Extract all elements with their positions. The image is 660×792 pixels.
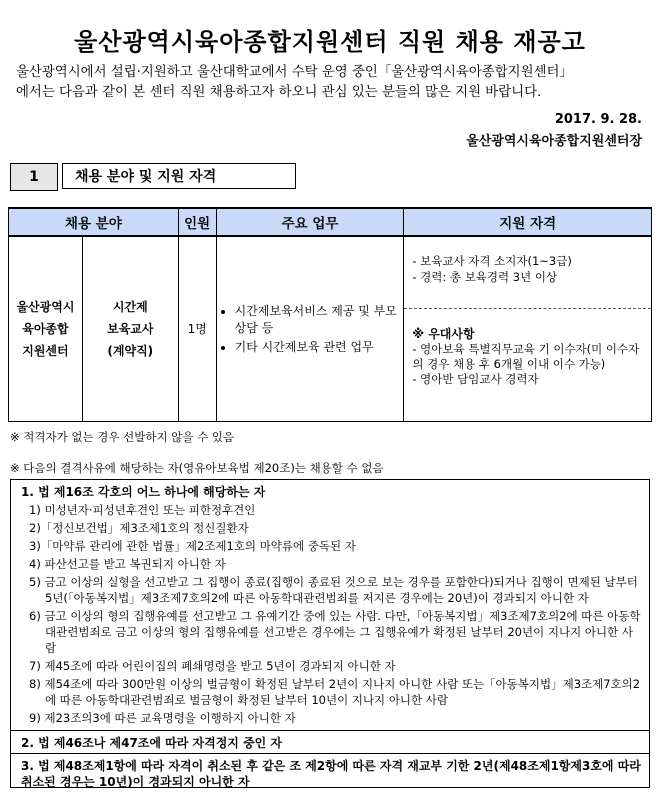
duty-item: • 기타 시간제보육 관련 업무 (235, 339, 400, 356)
disq-section-3: 3. 법 제48조제1항에 따라 자격이 취소된 후 같은 조 제2항에 따른 자격 재교부 기한 2년(제48조제1항제3호에 따라 취소된 경우는 10년)이 경과되지 아니한 자 (11, 753, 649, 792)
intro-paragraph (16, 63, 648, 103)
intro-line: 울산광역시에서 설립·지원하고 울산대학교에서 수탁 운영 중인「울산광역시육아종합지원센터」 (16, 65, 573, 80)
disq-section-1: 1. 법 제16조 각호의 어느 하나에 해당하는 자 (21, 485, 266, 499)
preference-list (404, 309, 651, 421)
note-no-qualified: ※ 적격자가 없는 경우 선발하지 않을 수 있음 (10, 430, 235, 444)
section-number: 1 (10, 163, 58, 191)
header-duty: 주요 업무 (216, 208, 404, 236)
section-title: 채용 분야 및 지원 자격 (62, 163, 296, 189)
cell-job: 시간제 보육교사 (계약직) (82, 236, 178, 422)
duty-item: • 시간제보육서비스 제공 및 부모상담 등 (235, 303, 400, 337)
disq-item: 7) 제45조에 따라 어린이집의 폐쇄명령을 받고 5년이 경과되지 아니한 자 (29, 659, 396, 673)
disqualification-box (10, 479, 650, 788)
header-qualification: 지원 자격 (404, 208, 652, 236)
disq-item: 4) 파산선고를 받고 복권되지 아니한 자 (29, 557, 226, 571)
document-title: 울산광역시육아종합지원센터 직원 채용 재공고 (74, 28, 586, 56)
table-row (9, 236, 652, 422)
header-field: 채용 분야 (9, 208, 179, 236)
disq-item: 3)「마약류 관리에 관한 법률」제2조제1호의 마약류에 중독된 자 (29, 539, 356, 553)
recruitment-table (8, 207, 652, 422)
preference-title: ※ 우대사항 (412, 327, 475, 341)
preference-item: - 영아보육 특별직무교육 기 이수자(미 이수자의 경우 채용 후 6개월 이내 이수 가능) (412, 342, 640, 371)
note-disqualification: ※ 다음의 결격사유에 해당하는 자(영유아보육법 제20조)는 채용할 수 없음 (10, 461, 384, 475)
disq-item: 5) 금고 이상의 실형을 선고받고 그 집행이 종료(집행이 종료된 것으로 보는 경우를 포함한다)되거나 집행이 면제된 날부터 5년(「아동복지법」제3조제7호의2에 따른 아동학대관련범죄를 저지른 경우에는 20년)이 경과되지 아니한 자 (29, 575, 638, 605)
notice-date: 2017. 9. 28. (554, 112, 642, 127)
cell-duties (216, 236, 404, 422)
cell-count: 1명 (178, 236, 216, 422)
disq-item: 6) 금고 이상의 형의 집행유예를 선고받고 그 유예기간 중에 있는 사람. 다만,「아동복지법」제3조제7호의2에 따른 아동학대관련범죄로 금고 이상의 형의 집행유예를 선고받은 경우에는 그 집행유예가 확정된 날부터 20년이 지나지 아니한 사람 (29, 609, 641, 655)
disq-item: 2)「정신보건법」제3조제1호의 정신질환자 (29, 521, 249, 535)
table-header-row (9, 208, 652, 236)
disq-item: 8) 제54조에 따라 300만원 이상의 벌금형이 확정된 날부터 2년이 지나지 아니한 사람 또는「아동복지법」제3조제7호의2에 따른 아동학대관련범죄로 벌금형이 확정된 날부터 10년이 지나지 아니한 사람 (29, 677, 641, 707)
issuer-name: 울산광역시육아종합지원센터장 (466, 134, 642, 149)
preference-item: - 영아반 담임교사 경력자 (412, 372, 539, 386)
cell-organization: 울산광역시 육아종합 지원센터 (9, 236, 83, 422)
header-count: 인원 (178, 208, 216, 236)
disq-item: 9) 제23조의3에 따른 교육명령을 이행하지 아니한 자 (29, 711, 296, 725)
intro-line: 에서는 다음과 같이 본 센터 직원 채용하고자 하오니 관심 있는 분들의 많은 지원 바랍니다. (16, 85, 542, 100)
disq-item: 1) 미성년자·피성년후견인 또는 피한정후견인 (29, 503, 256, 517)
cell-qualifications (404, 236, 652, 422)
disq-section-2: 2. 법 제46조나 제47조에 따라 자격정지 중인 자 (11, 730, 649, 753)
qualification-list: - 보육교사 자격 소지자(1~3급) - 경력: 총 보육경력 3년 이상 (404, 237, 651, 309)
